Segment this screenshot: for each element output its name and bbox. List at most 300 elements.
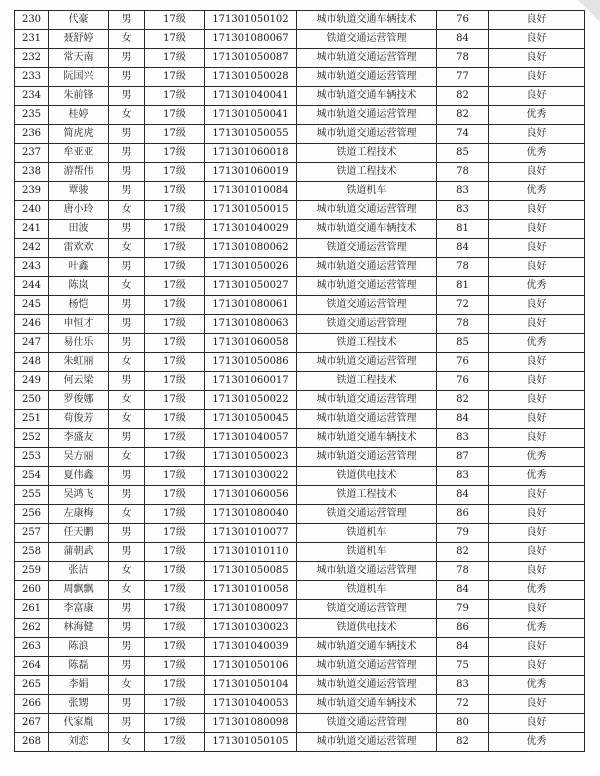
gender-cell: 男 bbox=[109, 11, 145, 30]
gender-cell: 女 bbox=[109, 277, 145, 296]
grade-cell: 17级 bbox=[145, 277, 205, 296]
grade-cell: 17级 bbox=[145, 220, 205, 239]
rating-cell: 良好 bbox=[489, 695, 585, 714]
row-number-cell: 235 bbox=[15, 106, 49, 125]
row-number-cell: 255 bbox=[15, 486, 49, 505]
row-number-cell: 231 bbox=[15, 30, 49, 49]
student-id-cell: 171301050086 bbox=[205, 353, 297, 372]
student-id-cell: 171301050055 bbox=[205, 125, 297, 144]
score-cell: 80 bbox=[437, 714, 489, 733]
score-cell: 85 bbox=[437, 334, 489, 353]
student-id-cell: 171301010077 bbox=[205, 524, 297, 543]
student-name-cell: 张洁 bbox=[49, 562, 109, 581]
rating-cell: 良好 bbox=[489, 486, 585, 505]
student-id-cell: 171301080098 bbox=[205, 714, 297, 733]
student-id-cell: 171301080067 bbox=[205, 30, 297, 49]
major-cell: 铁道交通运营管理 bbox=[297, 714, 437, 733]
grade-cell: 17级 bbox=[145, 505, 205, 524]
major-cell: 城市轨道交通运营管理 bbox=[297, 258, 437, 277]
table-row bbox=[15, 144, 585, 163]
grade-cell: 17级 bbox=[145, 714, 205, 733]
table-row bbox=[15, 125, 585, 144]
score-cell: 77 bbox=[437, 68, 489, 87]
grade-cell: 17级 bbox=[145, 258, 205, 277]
major-cell: 城市轨道交通运营管理 bbox=[297, 733, 437, 752]
student-name-cell: 吴方丽 bbox=[49, 448, 109, 467]
student-name-cell: 周飘飘 bbox=[49, 581, 109, 600]
grade-cell: 17级 bbox=[145, 448, 205, 467]
rating-cell: 优秀 bbox=[489, 106, 585, 125]
table-row bbox=[15, 258, 585, 277]
student-name-cell: 蒲朝武 bbox=[49, 543, 109, 562]
rating-cell: 优秀 bbox=[489, 182, 585, 201]
rating-cell: 优秀 bbox=[489, 448, 585, 467]
table-row bbox=[15, 49, 585, 68]
student-id-cell: 171301050041 bbox=[205, 106, 297, 125]
score-cell: 72 bbox=[437, 695, 489, 714]
student-id-cell: 171301060058 bbox=[205, 334, 297, 353]
student-id-cell: 171301040039 bbox=[205, 638, 297, 657]
student-id-cell: 171301050102 bbox=[205, 11, 297, 30]
student-id-cell: 171301050087 bbox=[205, 49, 297, 68]
rating-cell: 优秀 bbox=[489, 676, 585, 695]
table-row bbox=[15, 733, 585, 752]
score-cell: 78 bbox=[437, 315, 489, 334]
rating-cell: 良好 bbox=[489, 714, 585, 733]
gender-cell: 女 bbox=[109, 30, 145, 49]
score-cell: 75 bbox=[437, 657, 489, 676]
score-cell: 79 bbox=[437, 600, 489, 619]
table-row bbox=[15, 11, 585, 30]
row-number-cell: 240 bbox=[15, 201, 49, 220]
student-name-cell: 陈浪 bbox=[49, 638, 109, 657]
student-results-table bbox=[14, 10, 585, 752]
rating-cell: 良好 bbox=[489, 657, 585, 676]
table-row bbox=[15, 220, 585, 239]
score-cell: 85 bbox=[437, 144, 489, 163]
gender-cell: 男 bbox=[109, 49, 145, 68]
student-id-cell: 171301080062 bbox=[205, 239, 297, 258]
table-row bbox=[15, 676, 585, 695]
major-cell: 铁道交通运营管理 bbox=[297, 296, 437, 315]
student-id-cell: 171301060017 bbox=[205, 372, 297, 391]
table-row bbox=[15, 68, 585, 87]
score-cell: 84 bbox=[437, 410, 489, 429]
student-name-cell: 陈磊 bbox=[49, 657, 109, 676]
rating-cell: 良好 bbox=[489, 125, 585, 144]
gender-cell: 男 bbox=[109, 125, 145, 144]
rating-cell: 良好 bbox=[489, 239, 585, 258]
row-number-cell: 238 bbox=[15, 163, 49, 182]
table-row bbox=[15, 106, 585, 125]
student-id-cell: 171301050045 bbox=[205, 410, 297, 429]
student-id-cell: 171301050022 bbox=[205, 391, 297, 410]
major-cell: 城市轨道交通运营管理 bbox=[297, 125, 437, 144]
rating-cell: 良好 bbox=[489, 315, 585, 334]
table-row bbox=[15, 524, 585, 543]
student-name-cell: 李娟 bbox=[49, 676, 109, 695]
major-cell: 城市轨道交通运营管理 bbox=[297, 562, 437, 581]
student-id-cell: 171301040029 bbox=[205, 220, 297, 239]
grade-cell: 17级 bbox=[145, 163, 205, 182]
rating-cell: 优秀 bbox=[489, 467, 585, 486]
student-id-cell: 171301030023 bbox=[205, 619, 297, 638]
row-number-cell: 237 bbox=[15, 144, 49, 163]
gender-cell: 女 bbox=[109, 733, 145, 752]
grade-cell: 17级 bbox=[145, 68, 205, 87]
student-id-cell: 171301050104 bbox=[205, 676, 297, 695]
row-number-cell: 251 bbox=[15, 410, 49, 429]
major-cell: 城市轨道交通运营管理 bbox=[297, 657, 437, 676]
major-cell: 铁道工程技术 bbox=[297, 486, 437, 505]
table-row bbox=[15, 638, 585, 657]
table-row bbox=[15, 448, 585, 467]
table-row bbox=[15, 353, 585, 372]
grade-cell: 17级 bbox=[145, 11, 205, 30]
student-name-cell: 朱前锋 bbox=[49, 87, 109, 106]
row-number-cell: 257 bbox=[15, 524, 49, 543]
student-id-cell: 171301050026 bbox=[205, 258, 297, 277]
row-number-cell: 252 bbox=[15, 429, 49, 448]
student-id-cell: 171301050028 bbox=[205, 68, 297, 87]
gender-cell: 男 bbox=[109, 372, 145, 391]
table-row bbox=[15, 182, 585, 201]
student-name-cell: 聂舒婷 bbox=[49, 30, 109, 49]
major-cell: 铁道工程技术 bbox=[297, 334, 437, 353]
grade-cell: 17级 bbox=[145, 372, 205, 391]
gender-cell: 男 bbox=[109, 695, 145, 714]
row-number-cell: 236 bbox=[15, 125, 49, 144]
student-name-cell: 牟亚亚 bbox=[49, 144, 109, 163]
major-cell: 铁道机车 bbox=[297, 524, 437, 543]
table-row bbox=[15, 467, 585, 486]
table-row bbox=[15, 562, 585, 581]
row-number-cell: 242 bbox=[15, 239, 49, 258]
score-cell: 83 bbox=[437, 182, 489, 201]
major-cell: 铁道交通运营管理 bbox=[297, 239, 437, 258]
major-cell: 城市轨道交通车辆技术 bbox=[297, 220, 437, 239]
gender-cell: 男 bbox=[109, 87, 145, 106]
score-cell: 78 bbox=[437, 163, 489, 182]
student-name-cell: 叶鑫 bbox=[49, 258, 109, 277]
rating-cell: 良好 bbox=[489, 220, 585, 239]
student-id-cell: 171301050085 bbox=[205, 562, 297, 581]
gender-cell: 男 bbox=[109, 144, 145, 163]
major-cell: 城市轨道交通车辆技术 bbox=[297, 87, 437, 106]
row-number-cell: 249 bbox=[15, 372, 49, 391]
score-cell: 84 bbox=[437, 239, 489, 258]
student-id-cell: 171301030022 bbox=[205, 467, 297, 486]
rating-cell: 良好 bbox=[489, 11, 585, 30]
gender-cell: 男 bbox=[109, 68, 145, 87]
gender-cell: 女 bbox=[109, 391, 145, 410]
grade-cell: 17级 bbox=[145, 619, 205, 638]
grade-cell: 17级 bbox=[145, 182, 205, 201]
row-number-cell: 263 bbox=[15, 638, 49, 657]
major-cell: 铁道交通运营管理 bbox=[297, 30, 437, 49]
grade-cell: 17级 bbox=[145, 543, 205, 562]
row-number-cell: 258 bbox=[15, 543, 49, 562]
student-name-cell: 吴鸿飞 bbox=[49, 486, 109, 505]
gender-cell: 女 bbox=[109, 676, 145, 695]
gender-cell: 女 bbox=[109, 106, 145, 125]
gender-cell: 男 bbox=[109, 619, 145, 638]
gender-cell: 女 bbox=[109, 353, 145, 372]
table-row bbox=[15, 163, 585, 182]
gender-cell: 男 bbox=[109, 714, 145, 733]
student-name-cell: 林海健 bbox=[49, 619, 109, 638]
row-number-cell: 261 bbox=[15, 600, 49, 619]
row-number-cell: 262 bbox=[15, 619, 49, 638]
score-cell: 78 bbox=[437, 49, 489, 68]
table-row bbox=[15, 239, 585, 258]
rating-cell: 良好 bbox=[489, 543, 585, 562]
student-id-cell: 171301050023 bbox=[205, 448, 297, 467]
student-id-cell: 171301050105 bbox=[205, 733, 297, 752]
score-cell: 82 bbox=[437, 543, 489, 562]
major-cell: 铁道工程技术 bbox=[297, 144, 437, 163]
student-name-cell: 罗俊娜 bbox=[49, 391, 109, 410]
table-row bbox=[15, 334, 585, 353]
score-cell: 83 bbox=[437, 467, 489, 486]
student-name-cell: 左康梅 bbox=[49, 505, 109, 524]
row-number-cell: 230 bbox=[15, 11, 49, 30]
row-number-cell: 250 bbox=[15, 391, 49, 410]
score-cell: 82 bbox=[437, 391, 489, 410]
student-name-cell: 陈岚 bbox=[49, 277, 109, 296]
student-id-cell: 171301080040 bbox=[205, 505, 297, 524]
score-cell: 81 bbox=[437, 277, 489, 296]
grade-cell: 17级 bbox=[145, 106, 205, 125]
row-number-cell: 241 bbox=[15, 220, 49, 239]
table-row bbox=[15, 486, 585, 505]
gender-cell: 女 bbox=[109, 562, 145, 581]
grade-cell: 17级 bbox=[145, 391, 205, 410]
rating-cell: 良好 bbox=[489, 201, 585, 220]
gender-cell: 男 bbox=[109, 486, 145, 505]
score-cell: 79 bbox=[437, 524, 489, 543]
student-name-cell: 张甥 bbox=[49, 695, 109, 714]
rating-cell: 良好 bbox=[489, 410, 585, 429]
table-row bbox=[15, 315, 585, 334]
grade-cell: 17级 bbox=[145, 695, 205, 714]
score-cell: 86 bbox=[437, 619, 489, 638]
rating-cell: 良好 bbox=[489, 296, 585, 315]
row-number-cell: 259 bbox=[15, 562, 49, 581]
rating-cell: 良好 bbox=[489, 372, 585, 391]
score-cell: 74 bbox=[437, 125, 489, 144]
gender-cell: 女 bbox=[109, 505, 145, 524]
score-cell: 82 bbox=[437, 733, 489, 752]
row-number-cell: 232 bbox=[15, 49, 49, 68]
major-cell: 城市轨道交通运营管理 bbox=[297, 68, 437, 87]
grade-cell: 17级 bbox=[145, 581, 205, 600]
major-cell: 城市轨道交通运营管理 bbox=[297, 106, 437, 125]
student-name-cell: 苟俊芳 bbox=[49, 410, 109, 429]
student-id-cell: 171301060018 bbox=[205, 144, 297, 163]
major-cell: 铁道机车 bbox=[297, 182, 437, 201]
table-body bbox=[15, 11, 585, 752]
grade-cell: 17级 bbox=[145, 486, 205, 505]
gender-cell: 女 bbox=[109, 581, 145, 600]
rating-cell: 优秀 bbox=[489, 277, 585, 296]
rating-cell: 良好 bbox=[489, 87, 585, 106]
major-cell: 城市轨道交通运营管理 bbox=[297, 353, 437, 372]
table-row bbox=[15, 429, 585, 448]
gender-cell: 女 bbox=[109, 448, 145, 467]
major-cell: 铁道交通运营管理 bbox=[297, 505, 437, 524]
student-name-cell: 代家胤 bbox=[49, 714, 109, 733]
rating-cell: 良好 bbox=[489, 391, 585, 410]
gender-cell: 男 bbox=[109, 334, 145, 353]
student-name-cell: 唐小玲 bbox=[49, 201, 109, 220]
table-row bbox=[15, 695, 585, 714]
rating-cell: 良好 bbox=[489, 600, 585, 619]
row-number-cell: 234 bbox=[15, 87, 49, 106]
grade-cell: 17级 bbox=[145, 733, 205, 752]
grade-cell: 17级 bbox=[145, 353, 205, 372]
row-number-cell: 256 bbox=[15, 505, 49, 524]
table-row bbox=[15, 372, 585, 391]
score-cell: 78 bbox=[437, 258, 489, 277]
row-number-cell: 267 bbox=[15, 714, 49, 733]
major-cell: 城市轨道交通运营管理 bbox=[297, 391, 437, 410]
student-id-cell: 171301080063 bbox=[205, 315, 297, 334]
student-name-cell: 雷欢欢 bbox=[49, 239, 109, 258]
score-cell: 82 bbox=[437, 87, 489, 106]
grade-cell: 17级 bbox=[145, 144, 205, 163]
table-row bbox=[15, 296, 585, 315]
row-number-cell: 246 bbox=[15, 315, 49, 334]
score-cell: 83 bbox=[437, 429, 489, 448]
rating-cell: 良好 bbox=[489, 68, 585, 87]
score-cell: 78 bbox=[437, 562, 489, 581]
table-row bbox=[15, 714, 585, 733]
table-row bbox=[15, 543, 585, 562]
score-cell: 87 bbox=[437, 448, 489, 467]
major-cell: 城市轨道交通车辆技术 bbox=[297, 11, 437, 30]
gender-cell: 男 bbox=[109, 258, 145, 277]
rating-cell: 良好 bbox=[489, 258, 585, 277]
row-number-cell: 248 bbox=[15, 353, 49, 372]
gender-cell: 女 bbox=[109, 239, 145, 258]
student-name-cell: 夏伟鑫 bbox=[49, 467, 109, 486]
student-name-cell: 杨恺 bbox=[49, 296, 109, 315]
major-cell: 城市轨道交通车辆技术 bbox=[297, 638, 437, 657]
student-name-cell: 何云梁 bbox=[49, 372, 109, 391]
row-number-cell: 268 bbox=[15, 733, 49, 752]
grade-cell: 17级 bbox=[145, 239, 205, 258]
gender-cell: 男 bbox=[109, 543, 145, 562]
rating-cell: 优秀 bbox=[489, 144, 585, 163]
rating-cell: 良好 bbox=[489, 30, 585, 49]
rating-cell: 优秀 bbox=[489, 619, 585, 638]
student-id-cell: 171301040053 bbox=[205, 695, 297, 714]
score-cell: 86 bbox=[437, 505, 489, 524]
major-cell: 城市轨道交通车辆技术 bbox=[297, 429, 437, 448]
major-cell: 铁道交通运营管理 bbox=[297, 315, 437, 334]
score-cell: 84 bbox=[437, 638, 489, 657]
student-name-cell: 阮国兴 bbox=[49, 68, 109, 87]
gender-cell: 男 bbox=[109, 315, 145, 334]
grade-cell: 17级 bbox=[145, 334, 205, 353]
row-number-cell: 260 bbox=[15, 581, 49, 600]
student-name-cell: 常天南 bbox=[49, 49, 109, 68]
major-cell: 铁道工程技术 bbox=[297, 372, 437, 391]
grade-cell: 17级 bbox=[145, 87, 205, 106]
table-row bbox=[15, 505, 585, 524]
major-cell: 铁道机车 bbox=[297, 581, 437, 600]
rating-cell: 良好 bbox=[489, 353, 585, 372]
student-name-cell: 刘恋 bbox=[49, 733, 109, 752]
rating-cell: 良好 bbox=[489, 163, 585, 182]
student-id-cell: 171301010058 bbox=[205, 581, 297, 600]
student-id-cell: 171301010110 bbox=[205, 543, 297, 562]
major-cell: 城市轨道交通运营管理 bbox=[297, 49, 437, 68]
major-cell: 城市轨道交通运营管理 bbox=[297, 448, 437, 467]
student-id-cell: 171301060056 bbox=[205, 486, 297, 505]
major-cell: 铁道供电技术 bbox=[297, 467, 437, 486]
row-number-cell: 245 bbox=[15, 296, 49, 315]
gender-cell: 男 bbox=[109, 524, 145, 543]
score-cell: 82 bbox=[437, 106, 489, 125]
table-row bbox=[15, 410, 585, 429]
student-id-cell: 171301050027 bbox=[205, 277, 297, 296]
table-row bbox=[15, 600, 585, 619]
gender-cell: 男 bbox=[109, 638, 145, 657]
rating-cell: 良好 bbox=[489, 562, 585, 581]
student-id-cell: 171301040041 bbox=[205, 87, 297, 106]
grade-cell: 17级 bbox=[145, 657, 205, 676]
student-name-cell: 朱虹丽 bbox=[49, 353, 109, 372]
score-cell: 76 bbox=[437, 11, 489, 30]
score-cell: 83 bbox=[437, 676, 489, 695]
student-name-cell: 覃骏 bbox=[49, 182, 109, 201]
student-name-cell: 李盛友 bbox=[49, 429, 109, 448]
gender-cell: 男 bbox=[109, 163, 145, 182]
student-name-cell: 易仕乐 bbox=[49, 334, 109, 353]
grade-cell: 17级 bbox=[145, 429, 205, 448]
student-name-cell: 田波 bbox=[49, 220, 109, 239]
score-cell: 84 bbox=[437, 30, 489, 49]
score-cell: 72 bbox=[437, 296, 489, 315]
rating-cell: 优秀 bbox=[489, 733, 585, 752]
grade-cell: 17级 bbox=[145, 315, 205, 334]
major-cell: 铁道交通运营管理 bbox=[297, 600, 437, 619]
table-row bbox=[15, 391, 585, 410]
row-number-cell: 254 bbox=[15, 467, 49, 486]
major-cell: 城市轨道交通运营管理 bbox=[297, 410, 437, 429]
gender-cell: 女 bbox=[109, 201, 145, 220]
gender-cell: 男 bbox=[109, 429, 145, 448]
score-cell: 76 bbox=[437, 353, 489, 372]
grade-cell: 17级 bbox=[145, 638, 205, 657]
student-id-cell: 171301060019 bbox=[205, 163, 297, 182]
row-number-cell: 247 bbox=[15, 334, 49, 353]
student-name-cell: 李富康 bbox=[49, 600, 109, 619]
gender-cell: 男 bbox=[109, 220, 145, 239]
student-id-cell: 171301040057 bbox=[205, 429, 297, 448]
rating-cell: 良好 bbox=[489, 505, 585, 524]
grade-cell: 17级 bbox=[145, 49, 205, 68]
student-id-cell: 171301080097 bbox=[205, 600, 297, 619]
gender-cell: 男 bbox=[109, 296, 145, 315]
grade-cell: 17级 bbox=[145, 30, 205, 49]
score-cell: 76 bbox=[437, 372, 489, 391]
row-number-cell: 239 bbox=[15, 182, 49, 201]
table-row bbox=[15, 581, 585, 600]
rating-cell: 良好 bbox=[489, 638, 585, 657]
